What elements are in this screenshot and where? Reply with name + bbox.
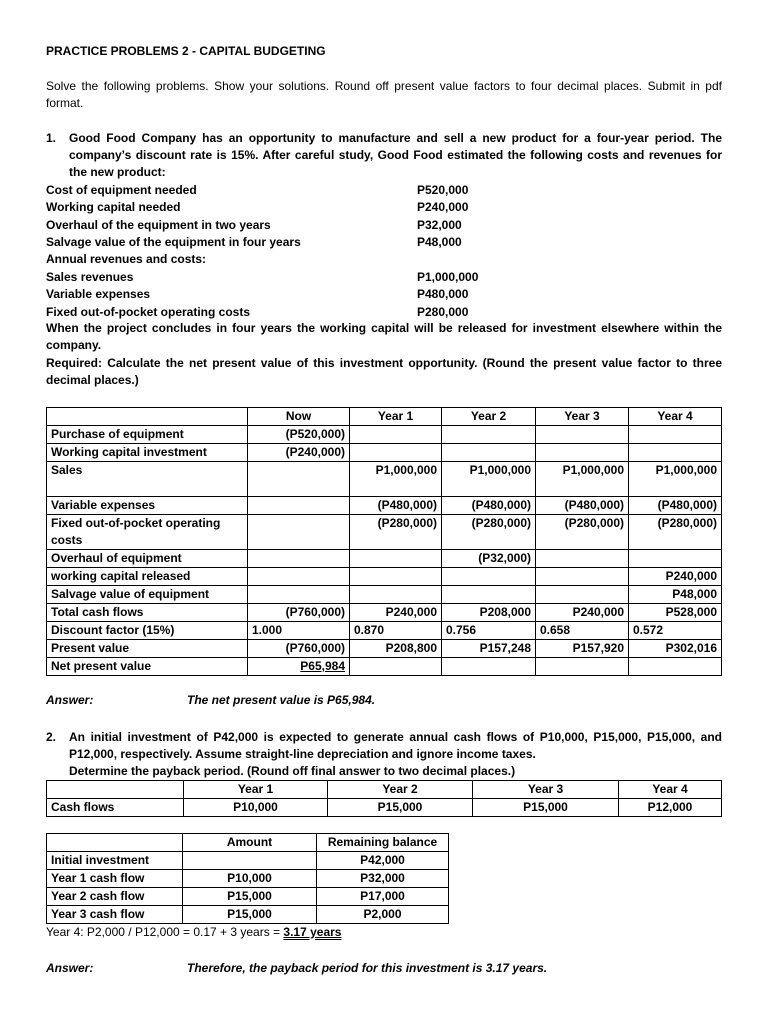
problem1-text: Good Food Company has an opportunity to manufacture and sell a new product for a four-year period. The company’s discount rate is 15%. After careful study, Good Food estimated the following costs and revenues for the new product:: [69, 131, 722, 179]
cell-value: [350, 568, 442, 586]
cell-value: [248, 640, 350, 658]
cost-item-value: P1,000,000: [417, 270, 479, 284]
cell-value: [629, 444, 722, 462]
cell-value: [350, 550, 442, 568]
cell-value: P15,000: [328, 799, 473, 817]
row-label: [47, 604, 248, 622]
cost-item-label: Working capital needed: [46, 200, 181, 215]
cell-text: P1,000,000: [469, 463, 531, 477]
cell-text: P48,000: [672, 587, 717, 601]
cell-text: P240,000: [385, 605, 437, 619]
cell-value: [248, 550, 350, 568]
row-label-text: Sales: [51, 463, 83, 477]
answer2-label: Answer:: [46, 961, 94, 975]
cost-item: [46, 286, 606, 303]
cell-value: [536, 497, 629, 515]
cell-value: [350, 497, 442, 515]
cost-item-label: Variable expenses: [46, 287, 151, 302]
row-label: [47, 426, 248, 444]
column-header: [47, 781, 184, 799]
cost-item-value: P240,000: [417, 200, 469, 215]
cell-text: P65,984: [300, 659, 345, 673]
cost-item-label: Overhaul of the equipment in two years: [46, 217, 271, 232]
problem1-required: Required: Calculate the net present value of this investment opportunity. (Round the present value factor to three decimal places.): [46, 356, 722, 387]
row-label-text: working capital released: [51, 569, 191, 583]
cell-value: [248, 497, 350, 515]
table-row: [47, 444, 722, 462]
table-row: [47, 604, 722, 622]
cell-value: [442, 497, 536, 515]
table-row: [47, 640, 722, 658]
cell-value: [629, 586, 722, 604]
cell-value: [442, 426, 536, 444]
page-title: PRACTICE PROBLEMS 2 - CAPITAL BUDGETING: [46, 44, 326, 58]
cell-text: P208,800: [385, 641, 437, 655]
cell-value: [248, 426, 350, 444]
problem2-determine: Determine the payback period. (Round off final answer to two decimal places.): [69, 764, 516, 778]
row-label: [47, 550, 248, 568]
cell-value: [629, 622, 722, 640]
cost-item-label: Salvage value of the equipment in four years: [46, 234, 301, 249]
cell-text: P208,000: [479, 605, 531, 619]
cell-text: (P480,000): [564, 498, 624, 512]
cell-value: [536, 550, 629, 568]
row-label-text: Variable expenses: [51, 498, 156, 512]
table-row: [47, 426, 722, 444]
answer2-text: Therefore, the payback period for this investment is 3.17 years.: [187, 961, 548, 975]
cell-text: P157,920: [572, 641, 624, 655]
table-row: [47, 870, 449, 888]
row-label-text: Overhaul of equipment: [51, 551, 182, 565]
cell-value: [629, 550, 722, 568]
column-header: Year 1: [184, 781, 328, 799]
cell-value: P2,000: [317, 906, 449, 924]
cell-value: [536, 586, 629, 604]
cell-value: [629, 604, 722, 622]
cell-value: [248, 622, 350, 640]
cell-value: [442, 515, 536, 550]
cell-value: [442, 640, 536, 658]
payback-computation: [46, 924, 341, 941]
cost-item-value: P280,000: [417, 304, 469, 319]
cell-value: [629, 640, 722, 658]
column-header: Year 4: [619, 781, 722, 799]
cell-text: (P760,000): [285, 641, 345, 655]
row-label-text: Working capital investment: [51, 445, 207, 459]
npv-table: [46, 407, 722, 676]
instructions: Solve the following problems. Show your solutions. Round off present value factors to four decimal places. Submit in pdf format.: [46, 79, 722, 110]
cell-text: (P240,000): [285, 445, 345, 459]
cell-text: (P480,000): [471, 498, 531, 512]
table-row: [47, 462, 722, 497]
cell-value: [248, 462, 350, 497]
table-row: [47, 586, 722, 604]
cell-text: P157,248: [479, 641, 531, 655]
cell-value: P42,000: [317, 852, 449, 870]
cell-value: [442, 622, 536, 640]
row-label-text: Fixed out-of-pocket operating costs: [51, 516, 221, 547]
answer1-label: Answer:: [46, 693, 94, 707]
table-row: [47, 550, 722, 568]
row-label: [47, 568, 248, 586]
cell-value: [248, 444, 350, 462]
cell-value: [536, 515, 629, 550]
cell-value: [442, 586, 536, 604]
column-header: Year 3: [473, 781, 619, 799]
cost-item: [46, 217, 606, 234]
cost-item: [46, 234, 606, 251]
row-label: Year 1 cash flow: [47, 870, 183, 888]
table-row: [47, 799, 722, 817]
column-header: Year 2: [328, 781, 473, 799]
table-row: [47, 852, 449, 870]
cell-value: [442, 568, 536, 586]
table-row: [47, 497, 722, 515]
cell-text: P240,000: [665, 569, 717, 583]
column-header: [47, 408, 248, 426]
cell-text: 0.658: [540, 623, 571, 637]
row-label-text: Salvage value of equipment: [51, 587, 210, 601]
cell-value: [629, 462, 722, 497]
problem2-number: 2.: [46, 730, 57, 744]
column-header: Year 4: [629, 408, 722, 426]
cell-value: [350, 586, 442, 604]
cell-value: [442, 604, 536, 622]
row-label-text: Net present value: [51, 659, 152, 673]
cell-value: P32,000: [317, 870, 449, 888]
cell-text: (P280,000): [657, 516, 717, 530]
row-label: Year 2 cash flow: [47, 888, 183, 906]
cost-item-value: P520,000: [417, 183, 469, 197]
cell-text: 0.870: [354, 623, 385, 637]
cell-value: [536, 426, 629, 444]
cell-value: [442, 658, 536, 676]
row-label: [47, 497, 248, 515]
cell-text: P1,000,000: [655, 463, 717, 477]
row-label: [47, 462, 248, 497]
cell-value: [350, 622, 442, 640]
cell-text: P528,000: [665, 605, 717, 619]
cell-value: [536, 622, 629, 640]
cell-value: [629, 515, 722, 550]
cost-item-label: Cost of equipment needed: [46, 183, 197, 197]
answer1-text: The net present value is P65,984.: [187, 693, 376, 707]
cell-value: [350, 462, 442, 497]
column-header: Year 1: [350, 408, 442, 426]
table-row: [47, 622, 722, 640]
cell-value: [629, 426, 722, 444]
computation-result: 3.17 years: [283, 925, 342, 939]
cell-value: [536, 658, 629, 676]
cost-item-label: Sales revenues: [46, 270, 134, 284]
payback-balance-table: [46, 833, 449, 924]
column-header: Year 2: [442, 408, 536, 426]
cell-value: P10,000: [183, 870, 317, 888]
cost-item: [46, 304, 606, 321]
cell-value: [248, 658, 350, 676]
cell-value: [350, 444, 442, 462]
cost-item: [46, 199, 606, 216]
cell-value: [536, 640, 629, 658]
table-row: [47, 515, 722, 550]
cell-value: [350, 604, 442, 622]
row-label: [47, 444, 248, 462]
cell-value: [350, 515, 442, 550]
cell-value: P17,000: [317, 888, 449, 906]
cell-value: P10,000: [184, 799, 328, 817]
cell-text: (P280,000): [377, 516, 437, 530]
table-row: [47, 658, 722, 676]
cell-text: (P280,000): [471, 516, 531, 530]
column-header: Year 3: [536, 408, 629, 426]
cell-text: (P760,000): [285, 605, 345, 619]
column-header: Remaining balance: [317, 834, 449, 852]
cell-value: [183, 852, 317, 870]
annual-heading: Annual revenues and costs:: [46, 252, 207, 266]
row-label-text: Purchase of equipment: [51, 427, 184, 441]
table-row: [47, 888, 449, 906]
column-header: [47, 834, 183, 852]
cost-item-value: P480,000: [417, 287, 469, 302]
cash-flows-table: [46, 780, 722, 817]
cell-value: P15,000: [473, 799, 619, 817]
cell-value: [350, 658, 442, 676]
cell-value: [248, 568, 350, 586]
cost-item: [46, 269, 606, 286]
cost-item-value: P48,000: [417, 234, 462, 249]
table-row: [47, 906, 449, 924]
cell-value: [536, 462, 629, 497]
cell-value: [629, 658, 722, 676]
cell-value: [536, 444, 629, 462]
cell-text: P1,000,000: [562, 463, 624, 477]
cell-text: 1.000: [252, 623, 283, 637]
cell-value: [629, 568, 722, 586]
cell-value: P15,000: [183, 888, 317, 906]
cell-value: [248, 586, 350, 604]
cost-item-label: Fixed out-of-pocket operating costs: [46, 304, 251, 319]
cell-text: 0.756: [446, 623, 477, 637]
row-label: [47, 515, 248, 550]
cell-value: P15,000: [183, 906, 317, 924]
row-label: [47, 658, 248, 676]
row-label-text: Discount factor (15%): [51, 623, 175, 637]
cell-text: P302,016: [665, 641, 717, 655]
table-header-row: [47, 834, 449, 852]
cell-text: (P480,000): [657, 498, 717, 512]
cell-value: P12,000: [619, 799, 722, 817]
cell-value: [442, 462, 536, 497]
row-label: Initial investment: [47, 852, 183, 870]
cell-value: [350, 640, 442, 658]
cell-value: [536, 568, 629, 586]
row-label: [47, 640, 248, 658]
column-header: Now: [248, 408, 350, 426]
problem1-conclusion: When the project concludes in four years the working capital will be released for investment elsewhere within the company.: [46, 321, 722, 352]
problem1-number: 1.: [46, 131, 57, 145]
cell-text: (P280,000): [564, 516, 624, 530]
cell-text: 0.572: [633, 623, 664, 637]
row-label: Cash flows: [47, 799, 184, 817]
computation-text: Year 4: P2,000 / P12,000 = 0.17 + 3 years =: [46, 925, 284, 939]
row-label: [47, 586, 248, 604]
row-label: Year 3 cash flow: [47, 906, 183, 924]
cell-text: P1,000,000: [375, 463, 437, 477]
cell-value: [629, 497, 722, 515]
row-label-text: Present value: [51, 641, 130, 655]
cell-value: [442, 550, 536, 568]
problem2-text: An initial investment of P42,000 is expected to generate annual cash flows of P10,000, P15,000, P15,000, and P12,000, respectively. Assume straight-line depreciation and ignore income taxes.: [69, 730, 722, 761]
row-label-text: Total cash flows: [51, 605, 144, 619]
table-row: [47, 568, 722, 586]
cell-text: (P32,000): [478, 551, 531, 565]
cost-item-value: P32,000: [417, 217, 462, 232]
cell-text: (P520,000): [285, 427, 345, 441]
row-label: [47, 622, 248, 640]
cell-value: [442, 444, 536, 462]
column-header: Amount: [183, 834, 317, 852]
cell-value: [350, 426, 442, 444]
cell-text: P240,000: [572, 605, 624, 619]
cost-item: [46, 182, 606, 199]
table-header-row: [47, 408, 722, 426]
cell-text: (P480,000): [377, 498, 437, 512]
cell-value: [248, 515, 350, 550]
cell-value: [536, 604, 629, 622]
table-header-row: [47, 781, 722, 799]
cell-value: [248, 604, 350, 622]
